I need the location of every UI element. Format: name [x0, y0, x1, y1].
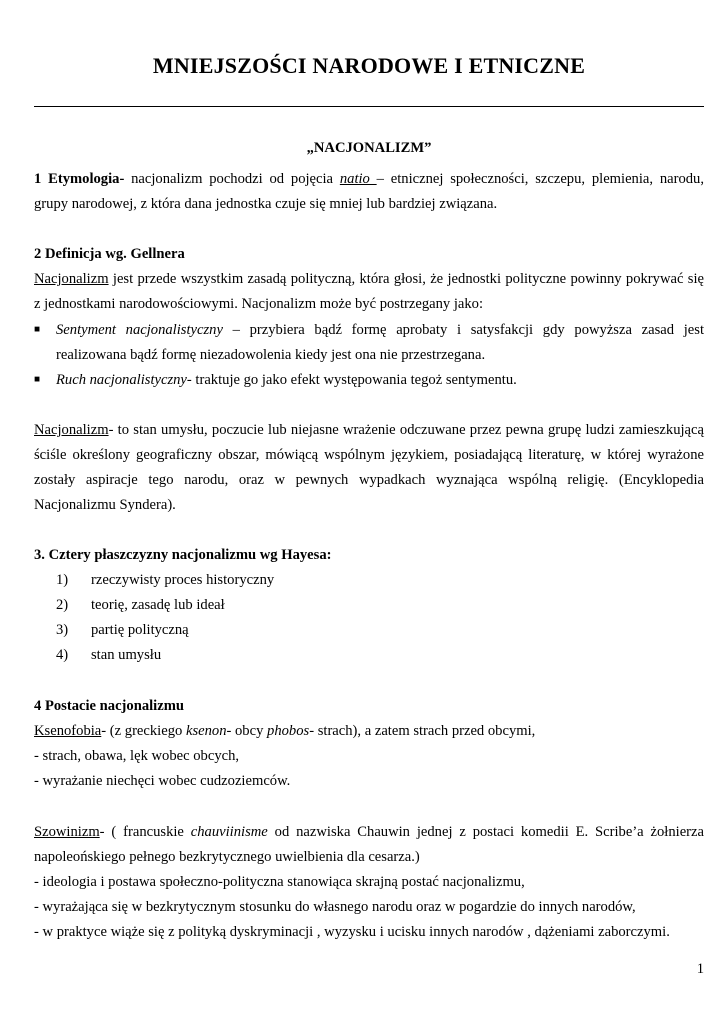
p3-term: Nacjonalizm [34, 422, 109, 438]
s2-bullet-2-term: Ruch nacjonalistyczny [56, 372, 187, 388]
s2-bullet-2-text: - traktuje go jako efekt występowania tegoż sentymentu. [186, 372, 517, 388]
list-text: partię polityczną [91, 622, 189, 638]
s2-heading: 2 Definicja wg. Gellnera [34, 246, 185, 262]
s1-line-1 [34, 170, 704, 188]
s3-heading: 3. Cztery płaszczyzny nacjonalizmu wg Hayesa: [34, 547, 332, 563]
s2-bullet-1-term: Sentyment nacjonalistyczny [56, 322, 223, 338]
s1-line-2: grupy narodowej, z która dana jednostka czuje się mniej lub bardziej związana. [34, 196, 498, 212]
page-title: MNIEJSZOŚCI NARODOWE I ETNICZNE [152, 53, 586, 78]
s1-text-a: nacjonalizm pochodzi od pojęcia [124, 171, 340, 187]
list-number: 1) [56, 572, 69, 588]
s2-bullet-1 [56, 321, 704, 339]
s4-szowinizm-text: od nazwiska Chauwin jednej z postaci komedii E. Scribe’a żołnierza [267, 824, 705, 840]
page-number: 1 [696, 961, 704, 977]
s4-szowinizm-text: - ( francuskie [99, 824, 191, 840]
list-number: 3) [56, 622, 69, 638]
s4-szowinizm-french: chauviinisme [190, 824, 268, 840]
s4-szowinizm-line-4: - wyrażająca się w bezkrytycznym stosunku do własnego narodu oraz w pogardzie do innych narodów, [34, 899, 636, 915]
s4-ksenofobia-greek-1: ksenon [185, 723, 227, 739]
p3-text: - to stan umysłu, poczucie lub niejasne wrażenie odczuwane przez pewna grupę ludzi zamieszkującą [108, 422, 704, 438]
list-number: 2) [56, 597, 69, 613]
s1-term: natio [339, 171, 377, 187]
s2-bullet-1-cont: realizowana bądź formę niezadowolenia kiedy jest ona nie przestrzegana. [56, 347, 486, 363]
s2-term: Nacjonalizm [34, 271, 109, 287]
s4-szowinizm-line-2: napoleońskiego pełnego bezkrytycznego uwielbienia dla cesarza.) [34, 849, 420, 865]
s1-heading: 1 Etymologia- [34, 171, 125, 187]
bullet-square-icon: ■ [34, 374, 41, 385]
p3-line-4: Nacjonalizmu Syndera). [34, 497, 176, 513]
list-text: stan umysłu [91, 647, 162, 663]
bullet-square-icon: ■ [34, 324, 41, 335]
p3-line-2: ściśle określony geograficzny obszar, mówiącą wspólnym językiem, posiadającą literaturę, w której wyrażone [34, 447, 704, 463]
list-text: rzeczywisty proces historyczny [91, 572, 275, 588]
subtitle: „NACJONALIZM” [306, 140, 432, 156]
s4-heading: 4 Postacie nacjonalizmu [34, 698, 184, 714]
p3-line-1 [34, 421, 704, 439]
s1-text-b: – etnicznej społeczności, szczepu, plemienia, narodu, [376, 171, 704, 187]
list-text: teorię, zasadę lub ideał [91, 597, 225, 613]
s4-ksenofobia-text: - strach), a zatem strach przed obcymi, [309, 723, 536, 739]
s4-ksenofobia-text: - (z greckiego [101, 723, 186, 739]
s2-bullet-2 [56, 371, 704, 389]
s4-ksenofobia-line-3: - wyrażanie niechęci wobec cudzoziemców. [34, 773, 291, 789]
s4-ksenofobia-text: - obcy [226, 723, 268, 739]
s4-szowinizm-line-3: - ideologia i postawa społeczno-polityczna stanowiąca skrajną postać nacjonalizmu, [34, 874, 525, 890]
s4-szowinizm-line-1 [34, 823, 704, 841]
s4-szowinizm-term: Szowinizm [34, 824, 100, 840]
s2-bullet-1-text: – przybiera bądź formę aprobaty i satysfakcji gdy powyższa zasad jest [222, 322, 704, 338]
s4-szowinizm-line-5: - w praktyce wiąże się z polityką dyskryminacji , wyzysku i ucisku innych narodów , dążeniami zaborczymi. [34, 924, 670, 940]
s4-ksenofobia-term: Ksenofobia [34, 723, 102, 739]
s4-ksenofobia-line-2: - strach, obawa, lęk wobec obcych, [34, 748, 240, 764]
list-number: 4) [56, 647, 69, 663]
s2-line-1 [34, 270, 704, 288]
s4-ksenofobia-greek-2: phobos [267, 723, 310, 739]
p3-line-3: zostały aspiracje tego narodu, oraz w pewnych wypadkach wyznająca wspólną religię. (Encyklopedia [34, 472, 704, 488]
s4-ksenofobia-line-1 [34, 722, 704, 740]
s2-text: jest przede wszystkim zasadą polityczną, która głosi, że jednostki polityczne powinny pokrywać się [108, 271, 704, 287]
s2-line-2: z jednostkami narodowościowymi. Nacjonalizm może być postrzegany jako: [34, 296, 484, 312]
title-rule [34, 106, 704, 107]
